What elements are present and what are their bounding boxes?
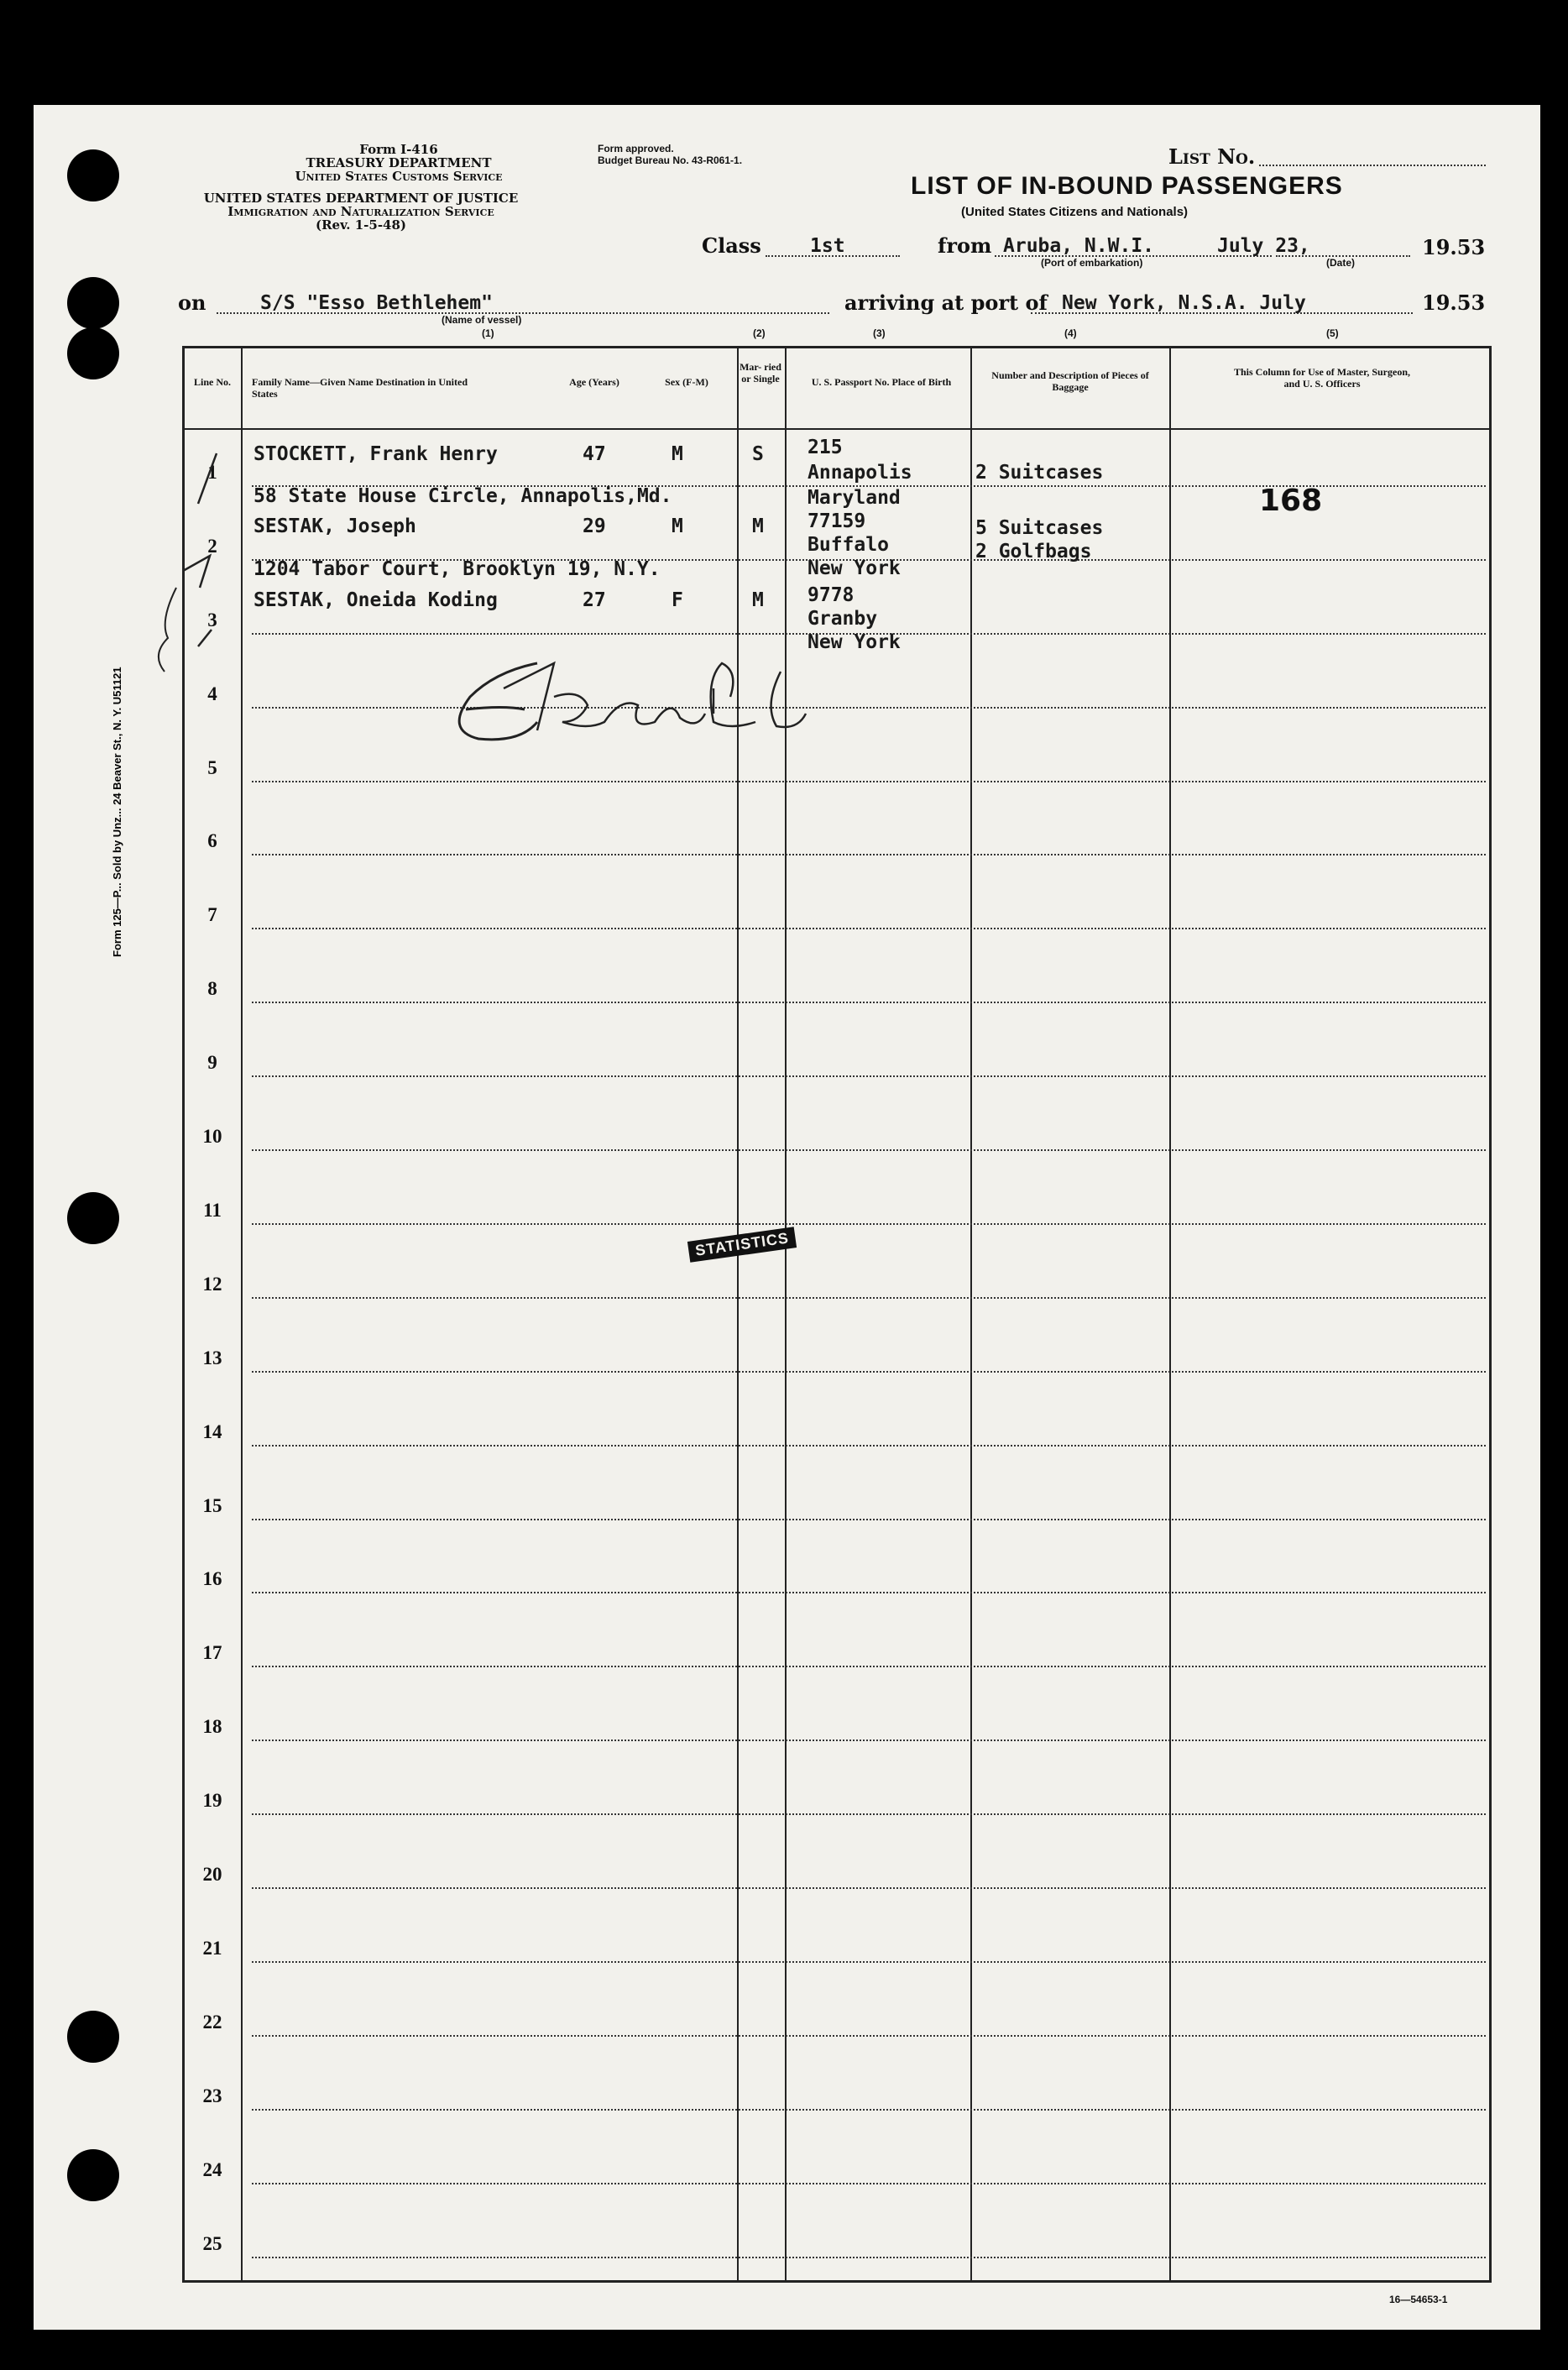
line-number: 20 (202, 1864, 222, 1885)
page-title: LIST OF IN-BOUND PASSENGERS (911, 172, 1343, 200)
column-number: (5) (1326, 327, 1339, 339)
date-caption: (Date) (1326, 257, 1356, 269)
line-number: 13 (202, 1347, 222, 1368)
baggage: 2 Golfbags (975, 541, 1092, 562)
passport-number: 77159 (808, 510, 866, 532)
arrival-port: New York, N.S.A. July (1062, 292, 1306, 314)
baggage: 2 Suitcases (975, 462, 1104, 484)
line-number: 19 (202, 1790, 222, 1811)
line-number: 2 (207, 536, 217, 557)
form-number: Form I-416 (359, 142, 438, 157)
line-number: 25 (202, 2233, 222, 2254)
col-header-sex: Sex (F-M) (665, 376, 708, 388)
statistics-stamp: STATISTICS (687, 1227, 797, 1263)
line-number: 24 (202, 2159, 222, 2180)
birth-city: Buffalo (808, 534, 889, 556)
col-header-married: Mar- ried or Single (740, 361, 781, 385)
col-header-passport: U. S. Passport No. Place of Birth (811, 376, 952, 388)
list-no-label: List No. (1168, 144, 1256, 169)
port-of-embarkation: Aruba, N.W.I. (1003, 235, 1155, 257)
line-number: 11 (203, 1200, 222, 1221)
passenger-age: 27 (583, 589, 606, 611)
page-subtitle: (United States Citizens and Nationals) (961, 205, 1189, 219)
check-mark (198, 453, 217, 504)
class-value: 1st (810, 235, 845, 257)
birth-state: Maryland (808, 487, 901, 509)
treasury-department: TREASURY DEPARTMENT (306, 155, 492, 170)
footer-code: 16—54653-1 (1389, 2294, 1448, 2305)
line-number: 12 (202, 1274, 222, 1295)
passenger-marital: S (752, 443, 764, 465)
column-number: (3) (873, 327, 886, 339)
col-header-name: Family Name—Given Name Destination in United States (252, 376, 468, 400)
passenger-name: SESTAK, Oneida Koding (253, 589, 498, 611)
year-2: 19.53 (1422, 290, 1486, 315)
customs-service: United States Customs Service (295, 169, 503, 184)
line-number: 14 (202, 1421, 222, 1442)
line-number: 17 (202, 1642, 222, 1663)
birth-city: Annapolis (808, 462, 912, 484)
passenger-sex: F (672, 589, 683, 611)
passport-number: 215 (808, 437, 843, 458)
revision: (Rev. 1-5-48) (315, 217, 407, 233)
line-number: 10 (202, 1126, 222, 1147)
baggage: 5 Suitcases (975, 517, 1104, 539)
check-mark (183, 556, 210, 588)
passenger-name: STOCKETT, Frank Henry (253, 443, 498, 465)
col-header-line: Line No. (193, 376, 231, 388)
birth-state: New York (808, 631, 901, 653)
vessel-name: S/S "Esso Bethlehem" (260, 292, 493, 314)
department-of-justice: UNITED STATES DEPARTMENT OF JUSTICE (203, 191, 519, 206)
line-number: 1 (207, 462, 217, 483)
column-number: (1) (482, 327, 494, 339)
line-number: 8 (207, 978, 217, 999)
passenger-name: SESTAK, Joseph (253, 515, 416, 537)
passenger-marital: M (752, 515, 764, 537)
year-1: 19.53 (1422, 235, 1486, 259)
line-number: 6 (207, 830, 217, 851)
form-approved: Form approved. (598, 143, 674, 154)
column-number: (2) (753, 327, 766, 339)
passenger-sex: M (672, 443, 683, 465)
passport-number: 9778 (808, 584, 855, 606)
line-number: 9 (207, 1052, 217, 1073)
arriving-label: arriving at port of (844, 290, 1048, 315)
col-header-age: Age (Years) (569, 376, 619, 388)
side-printer-text: Form 125—P... Sold by Unz... 24 Beaver St., N. Y. U51121 (111, 667, 123, 957)
line-number: 5 (207, 757, 217, 778)
passenger-sex: M (672, 515, 683, 537)
vessel-caption: (Name of vessel) (442, 314, 522, 326)
immigration-service: Immigration and Naturalization Service (227, 204, 494, 219)
col-header-officers: This Column for Use of Master, Surgeon, and U. S. Officers (1233, 366, 1410, 390)
line-number: 7 (207, 904, 217, 925)
line-number: 21 (202, 1938, 222, 1959)
passenger-address: 58 State House Circle, Annapolis,Md. (253, 485, 672, 507)
brace-mark (159, 588, 176, 672)
passenger-marital: M (752, 589, 764, 611)
birth-state: New York (808, 557, 901, 579)
line-number: 16 (202, 1568, 222, 1589)
class-label: Class (702, 233, 761, 258)
on-label: on (178, 290, 206, 315)
port-caption: (Port of embarkation) (1041, 257, 1143, 269)
from-label: from (938, 233, 992, 258)
line-number: 23 (202, 2085, 222, 2106)
line-number: 15 (202, 1495, 222, 1516)
voyage-date: July 23, (1217, 235, 1310, 257)
passenger-address: 1204 Tabor Court, Brooklyn 19, N.Y. (253, 558, 661, 580)
signature (459, 663, 806, 740)
line-number: 4 (207, 683, 217, 704)
birth-city: Granby (808, 608, 878, 630)
passenger-age: 47 (583, 443, 606, 465)
column-number: (4) (1064, 327, 1077, 339)
officer-record-number: 168 (1259, 484, 1323, 518)
line-number: 18 (202, 1716, 222, 1737)
line-number: 3 (207, 610, 217, 630)
budget-bureau: Budget Bureau No. 43-R061-1. (598, 154, 743, 166)
col-header-baggage: Number and Description of Pieces of Baggage (991, 369, 1149, 393)
line-number: 22 (202, 2012, 222, 2033)
passenger-age: 29 (583, 515, 606, 537)
check-mark (198, 630, 212, 646)
